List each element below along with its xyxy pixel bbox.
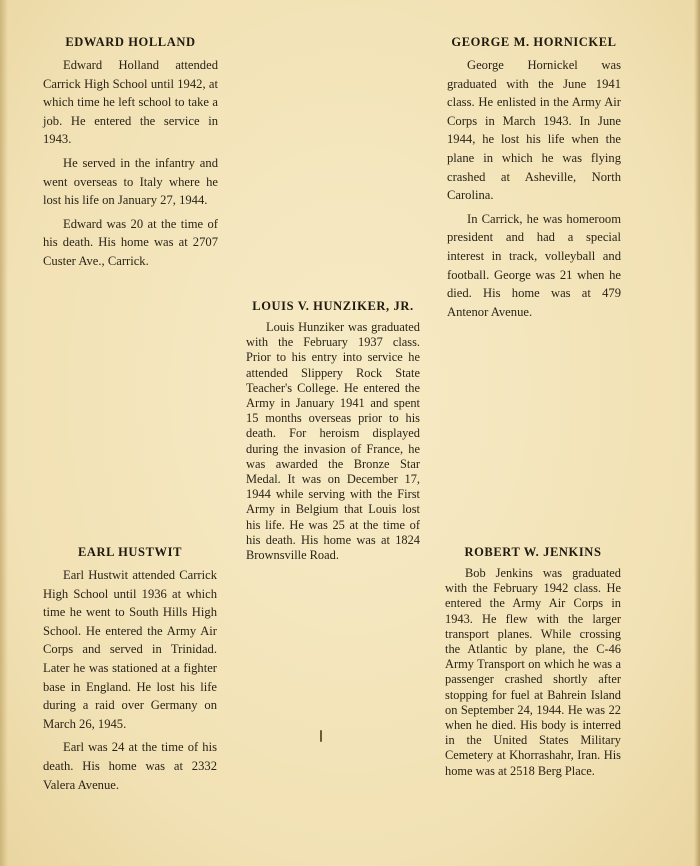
entry-paragraph: Earl Hustwit attended Carrick High School until 1936 at which time he went to South Hills High School. He entered the Army Air Corps and served in Trinidad. Later he was stationed at a fighter base in England. He lost his life during a raid over Germany on March 26, 1945. (43, 568, 217, 731)
page-spine-shadow (0, 0, 8, 866)
entry-edward-holland (43, 35, 218, 276)
entry-george-hornickel (447, 35, 621, 326)
entry-paragraph: George Hornickel was graduated with the June 1941 class. He enlisted in the Army Air Corps in March 1943. In June 1944, he lost his life when the plane in which he was flying crashed at Asheville, North Carolina. (447, 58, 621, 203)
ink-mark (320, 730, 322, 742)
page-edge-shadow (694, 0, 700, 866)
entry-name: ROBERT W. JENKINS (464, 545, 602, 559)
entry-name: EARL HUSTWIT (77, 545, 183, 559)
entry-paragraph: Earl was 24 at the time of his death. His home was at 2332 Valera Avenue. (43, 740, 217, 792)
entry-paragraph: In Carrick, he was homeroom president and had a special interest in track, volleyball and football. George was 21 when he died. His home was at 479 Antenor Avenue. (447, 211, 621, 319)
entry-earl-hustwit (43, 545, 217, 799)
entry-paragraph: Edward was 20 at the time of his death. His home was at 2707 Custer Ave., Carrick. (43, 216, 218, 268)
entry-louis-hunziker (246, 299, 420, 568)
entry-robert-jenkins (445, 545, 621, 784)
entry-name: EDWARD HOLLAND (65, 35, 196, 49)
entry-paragraph: Bob Jenkins was graduated with the February 1942 class. He entered the Army Air Corps in 1943. He flew with the larger transport planes. While crossing the Atlantic by plane, the C-46 Army Transport on which he was a passenger crashed shortly after stopping for fuel at Bahrein Island on September 24, 1944. He was 22 when he died. His body is interred in the United States Military Cemetery at Khorrashahr, Iran. His home was at 2518 Berg Place. (445, 566, 621, 778)
entry-name: LOUIS V. HUNZIKER, JR. (252, 299, 414, 313)
entry-paragraph: Edward Holland attended Carrick High School until 1942, at which time he left school to take a job. He entered the service in 1943. (43, 58, 218, 147)
entry-name: GEORGE M. HORNICKEL (451, 35, 617, 49)
entry-paragraph: He served in the infantry and went overseas to Italy where he lost his life on January 27, 1944. (43, 155, 218, 208)
entry-paragraph: Louis Hunziker was graduated with the February 1937 class. Prior to his entry into service he attended Slippery Rock State Teacher's College. He entered the Army in January 1941 and spent 15 months overseas prior to his death. For heroism displayed during the invasion of France, he was awarded the Bronze Star Medal. It was on December 17, 1944 while serving with the First Army in Belgium that Louis lost his life. He was 25 at the time of his death. His home was at 1824 Brownsville Road. (246, 320, 420, 563)
